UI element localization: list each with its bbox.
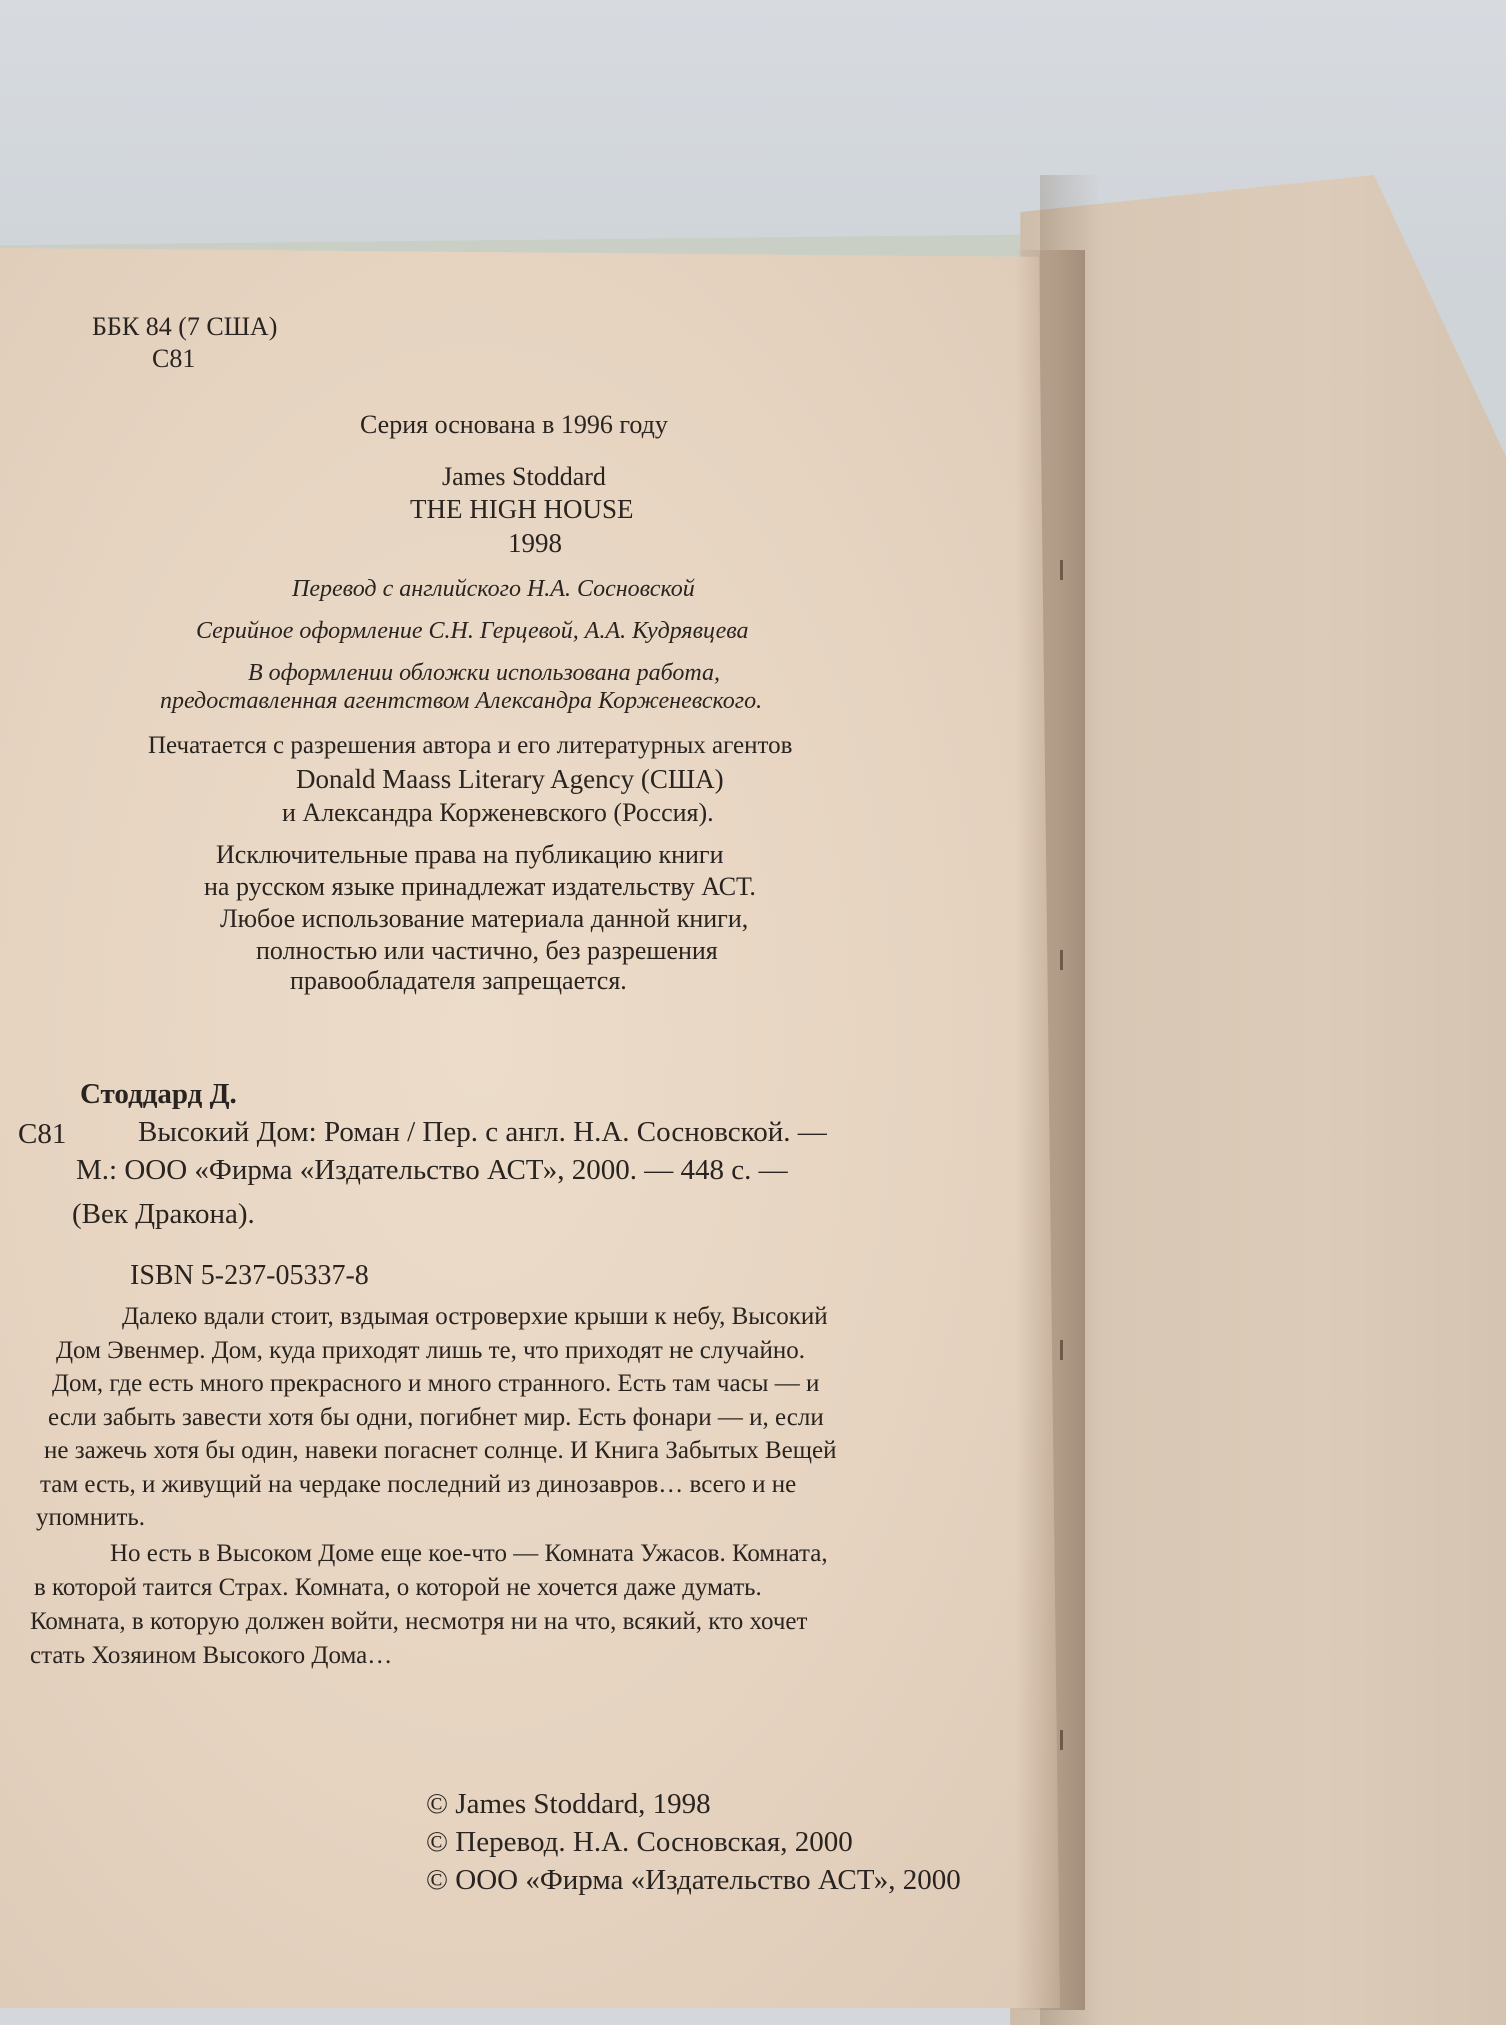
catalog-code: С81 <box>152 344 196 373</box>
design-credit: Серийное оформление С.Н. Герцевой, А.А. Кудрявцева <box>196 618 749 644</box>
annotation-line: упомнить. <box>36 1504 146 1531</box>
catalog-line1: Высокий Дом: Роман / Пер. с англ. Н.А. Сосновской. — <box>138 1116 827 1148</box>
copyright-line3: © ООО «Фирма «Издательство АСТ», 2000 <box>426 1864 961 1896</box>
annotation-line: Дом Эвенмер. Дом, куда приходят лишь те, что приходят не случайно. <box>56 1336 806 1364</box>
catalog-code-left: С81 <box>18 1118 67 1150</box>
annotation-line: Далеко вдали стоит, вздымая островерхие крыши к небу, Высокий <box>122 1303 828 1330</box>
copyright-line1: © James Stoddard, 1998 <box>426 1788 711 1820</box>
annotation-line: там есть, и живущий на чердаке последний из динозавров… всего и не <box>40 1470 797 1498</box>
copyright-line2: © Перевод. Н.А. Сосновская, 2000 <box>426 1826 853 1858</box>
rights-line2: на русском языке принадлежат издательству АСТ. <box>204 872 756 901</box>
rights-line4: полностью или частично, без разрешения <box>256 936 718 965</box>
rights-line1: Исключительные права на публикацию книги <box>216 840 724 869</box>
rights-line5: правообладателя запрещается. <box>290 966 627 995</box>
permission-line2: Donald Maass Literary Agency (США) <box>296 764 724 794</box>
annotation-paragraph-2 <box>30 1537 1020 1673</box>
permission-line1: Печатается с разрешения автора и его литературных агентов <box>148 732 793 759</box>
isbn: ISBN 5-237-05337-8 <box>130 1260 369 1291</box>
annotation-line: Дом, где есть много прекрасного и много странного. Есть там часы — и <box>52 1370 820 1397</box>
translation-credit: Перевод с английского Н.А. Сосновской <box>292 576 695 602</box>
catalog-line3: (Век Дракона). <box>72 1198 255 1230</box>
original-year: 1998 <box>508 528 562 558</box>
original-author: James Stoddard <box>442 462 606 491</box>
binding-stitch <box>1060 560 1063 580</box>
catalog-line2: М.: ООО «Фирма «Издательство АСТ», 2000. — 448 с. — <box>76 1154 788 1186</box>
binding-stitch <box>1060 1730 1063 1750</box>
catalog-author: Стоддард Д. <box>80 1078 237 1110</box>
annotation-line: не зажечь хотя бы один, навеки погаснет солнце. И Книга Забытых Вещей <box>44 1437 837 1464</box>
annotation-line: в которой таится Страх. Комната, о которой не хочется даже думать. <box>34 1574 762 1601</box>
bbk-code: ББК 84 (7 США) <box>92 312 278 341</box>
cover-credit-line2: предоставленная агентством Александра Корженевского. <box>160 688 763 714</box>
original-title: THE HIGH HOUSE <box>410 494 634 524</box>
annotation-line: стать Хозяином Высокого Дома… <box>30 1642 393 1669</box>
annotation-paragraph-1 <box>30 1300 1020 1535</box>
annotation-line: Но есть в Высоком Доме еще кое-что — Комната Ужасов. Комната, <box>110 1540 828 1567</box>
book-gutter <box>1015 250 1085 2010</box>
binding-stitch <box>1060 1340 1063 1360</box>
permission-line3: и Александра Корженевского (Россия). <box>282 798 714 827</box>
annotation-line: Комната, в которую должен войти, несмотря ни на что, всякий, кто хочет <box>30 1608 808 1635</box>
annotation-line: если забыть завести хотя бы одни, погибнет мир. Есть фонари — и, если <box>48 1403 824 1431</box>
cover-credit-line1: В оформлении обложки использована работа, <box>248 660 721 686</box>
rights-line3: Любое использование материала данной книги, <box>220 904 749 933</box>
binding-stitch <box>1060 950 1063 970</box>
series-note: Серия основана в 1996 году <box>360 410 668 439</box>
